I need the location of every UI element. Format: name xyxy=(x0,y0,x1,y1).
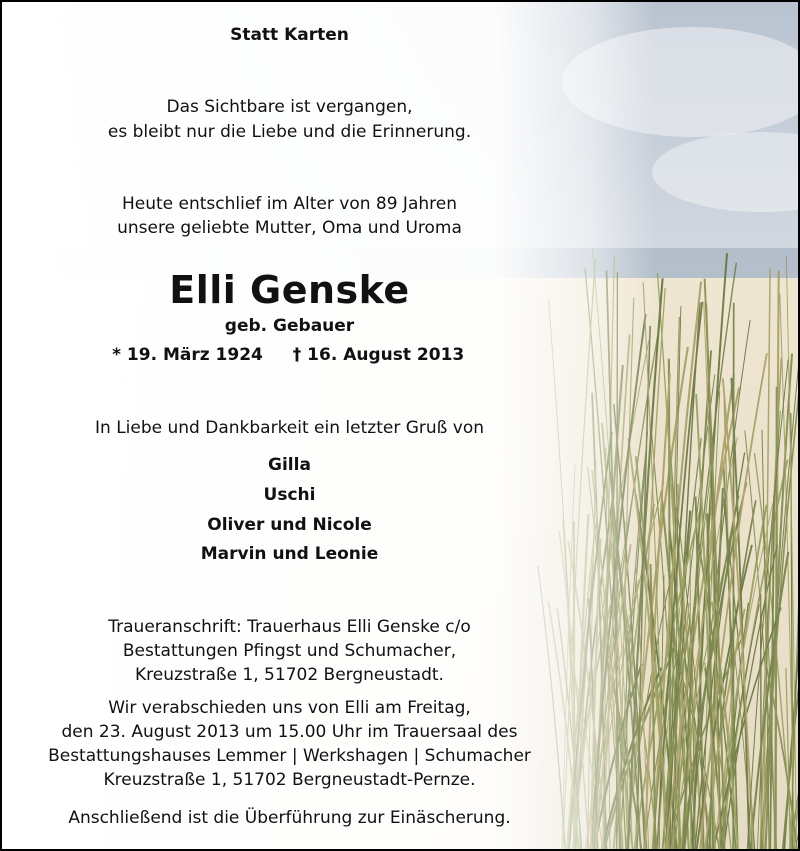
mourner-1: Gilla xyxy=(268,455,311,475)
address-line-2: Bestattungen Pfingst und Schumacher, xyxy=(122,641,457,661)
greeting-line: In Liebe und Dankbarkeit ein letzter Gruß von xyxy=(95,418,484,438)
address-line-3: Kreuzstraße 1, 51702 Bergneustadt. xyxy=(135,665,444,685)
motto-line-1: Das Sichtbare ist vergangen, xyxy=(166,97,413,117)
maiden-name: geb. Gebauer xyxy=(224,316,355,336)
header-statt-karten: Statt Karten xyxy=(230,25,349,45)
mourner-3: Oliver und Nicole xyxy=(207,515,372,535)
closing-line: Anschließend ist die Überführung zur Einäscherung. xyxy=(68,808,511,828)
service-line-2: den 23. August 2013 um 15.00 Uhr im Trauersaal des xyxy=(61,722,518,742)
service-line-4: Kreuzstraße 1, 51702 Bergneustadt-Pernze. xyxy=(103,770,476,790)
service-line-1: Wir verabschieden uns von Elli am Freitag, xyxy=(108,698,471,718)
address-line-1: Traueranschrift: Trauerhaus Elli Genske c/o xyxy=(108,617,471,637)
mourner-2: Uschi xyxy=(263,485,316,505)
intro-line-2: unsere geliebte Mutter, Oma und Uroma xyxy=(117,218,462,238)
intro-line-1: Heute entschlief im Alter von 89 Jahren xyxy=(121,194,457,214)
mourner-4: Marvin und Leonie xyxy=(200,544,379,564)
motto-line-2: es bleibt nur die Liebe und die Erinnerung. xyxy=(107,122,472,142)
birth-date: * 19. März 1924 xyxy=(112,345,263,365)
death-date: † 16. August 2013 xyxy=(292,345,465,365)
deceased-name: Elli Genske xyxy=(169,268,410,312)
service-line-3: Bestattungshauses Lemmer | Werkshagen | Schumacher xyxy=(48,746,531,766)
